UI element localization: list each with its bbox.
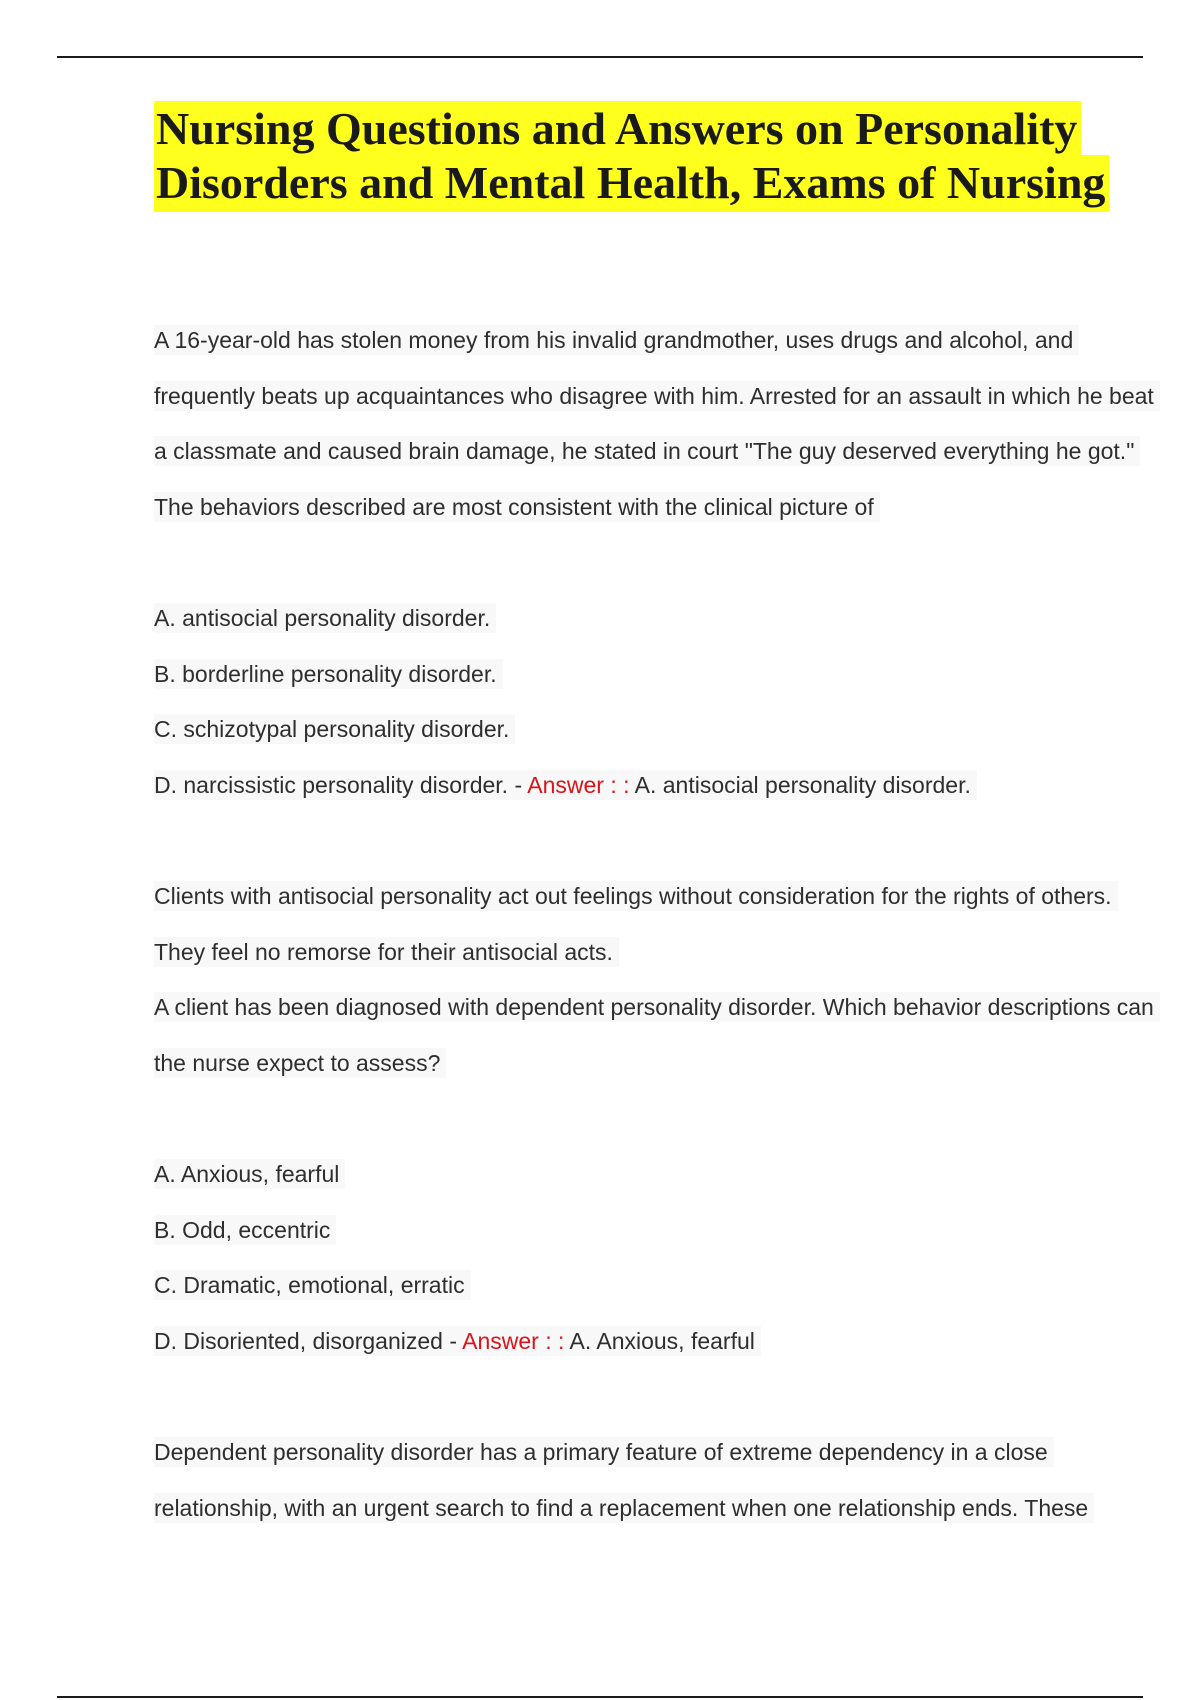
q2-option-d-text: D. Disoriented, disorganized - bbox=[154, 1328, 463, 1354]
q1-answer-label: Answer : : bbox=[527, 772, 630, 798]
header-rule bbox=[57, 56, 1143, 58]
q2-answer-text: A. Anxious, fearful bbox=[564, 1328, 755, 1354]
q1-answer-text: A. antisocial personality disorder. bbox=[629, 772, 971, 798]
q2-stem-line-1: A client has been diagnosed with dependent personality disorder. Which behavior descriptions can bbox=[154, 993, 1160, 1021]
q2-option-b: B. Odd, eccentric bbox=[154, 1216, 336, 1244]
q1-option-d-text: D. narcissistic personality disorder. - bbox=[154, 772, 528, 798]
footer-rule bbox=[57, 1696, 1143, 1698]
q1-stem-line-4: The behaviors described are most consistent with the clinical picture of bbox=[154, 493, 880, 521]
q1-option-c: C. schizotypal personality disorder. bbox=[154, 715, 515, 743]
title-line-2: Disorders and Mental Health, Exams of Nursing bbox=[154, 155, 1109, 212]
q2-option-d bbox=[154, 1327, 761, 1355]
q2-option-c: C. Dramatic, emotional, erratic bbox=[154, 1271, 471, 1299]
q1-option-a: A. antisocial personality disorder. bbox=[154, 604, 496, 632]
q1-rationale-line-1: Clients with antisocial personality act out feelings without consideration for the rights of others. bbox=[154, 882, 1118, 910]
q2-stem-line-2: the nurse expect to assess? bbox=[154, 1049, 446, 1077]
q1-option-d bbox=[154, 771, 977, 799]
q1-stem-line-1: A 16-year-old has stolen money from his invalid grandmother, uses drugs and alcohol, and bbox=[154, 326, 1079, 354]
title-line-1: Nursing Questions and Answers on Personality bbox=[154, 101, 1081, 158]
q2-rationale-line-1: Dependent personality disorder has a primary feature of extreme dependency in a close bbox=[154, 1438, 1054, 1466]
document-title bbox=[154, 102, 1109, 210]
q1-option-b: B. borderline personality disorder. bbox=[154, 660, 503, 688]
q1-rationale-line-2: They feel no remorse for their antisocial acts. bbox=[154, 938, 619, 966]
q2-option-a: A. Anxious, fearful bbox=[154, 1160, 345, 1188]
q1-stem-line-3: a classmate and caused brain damage, he stated in court "The guy deserved everything he got." bbox=[154, 437, 1140, 465]
q1-stem-line-2: frequently beats up acquaintances who disagree with him. Arrested for an assault in which he beat bbox=[154, 382, 1160, 410]
q2-rationale-line-2: relationship, with an urgent search to find a replacement when one relationship ends. These bbox=[154, 1494, 1094, 1522]
q2-answer-label: Answer : : bbox=[462, 1328, 565, 1354]
